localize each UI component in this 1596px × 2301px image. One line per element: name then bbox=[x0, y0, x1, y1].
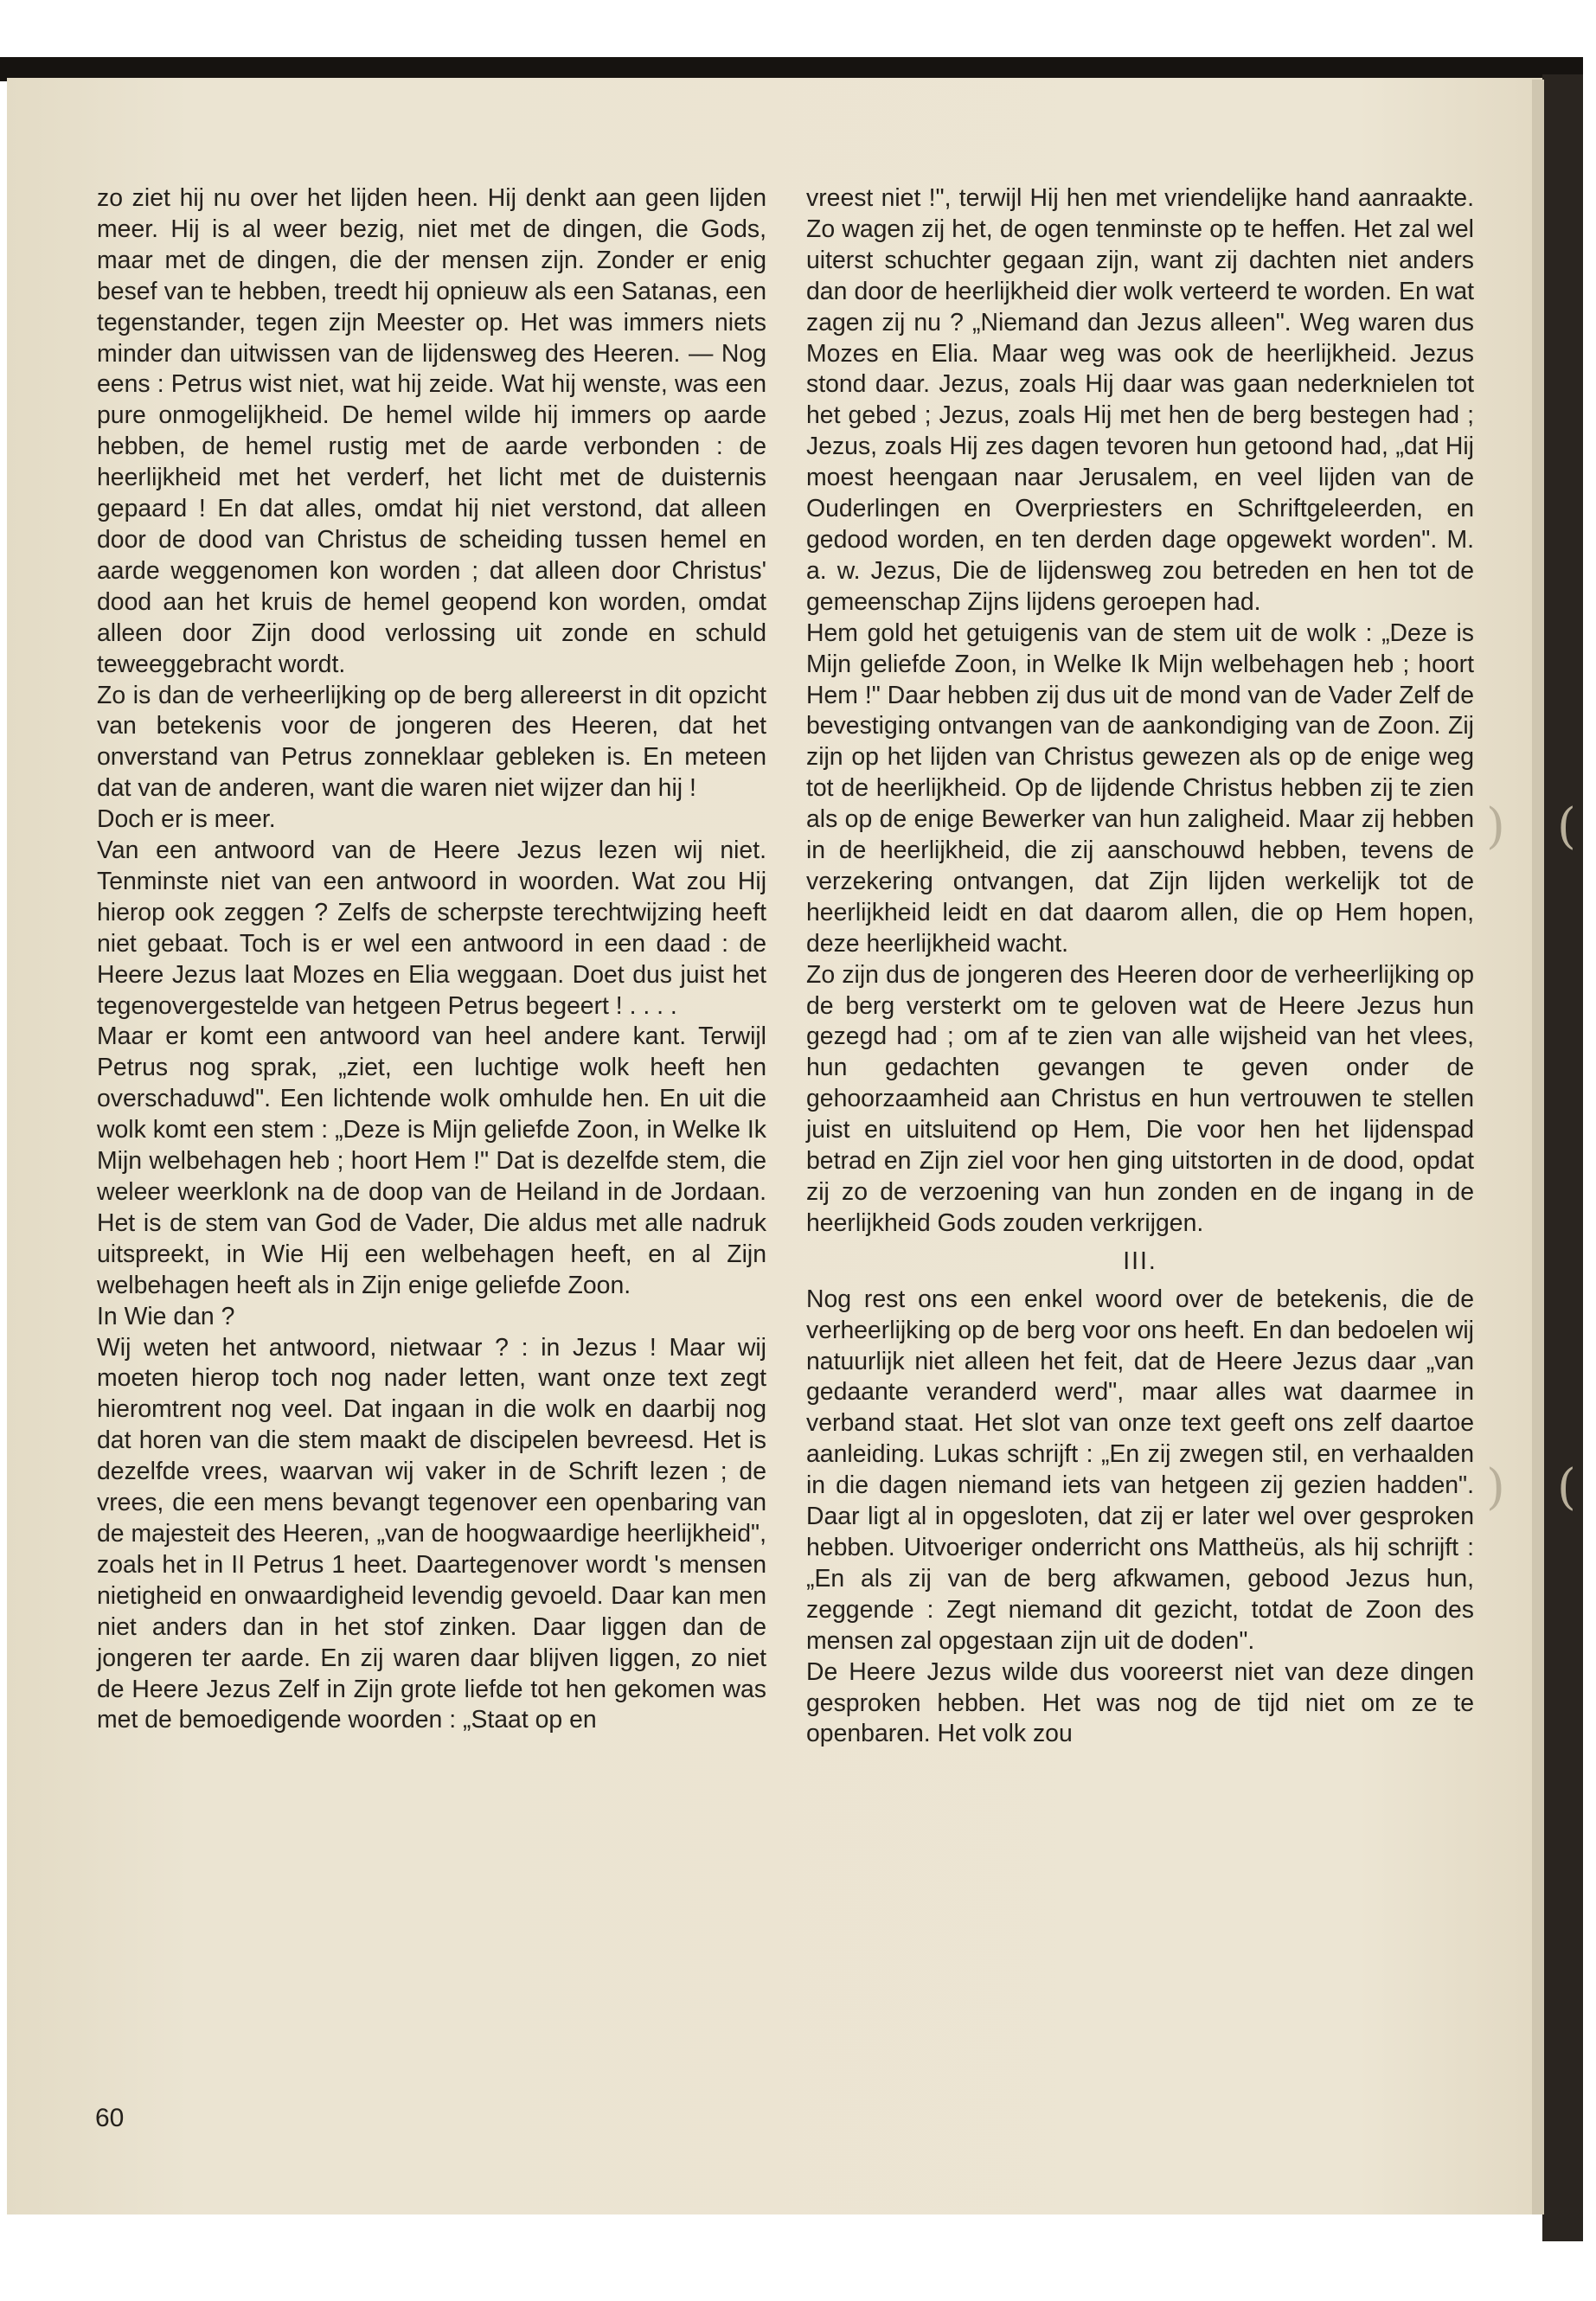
binding-hole-mark: ( bbox=[1557, 798, 1576, 855]
page-edge bbox=[1532, 80, 1544, 2214]
paragraph: Maar er komt een antwoord van heel andere kant. Terwijl Petrus nog sprak, „ziet, een luchtige wolk heeft hen overschaduwd". Een lichtende wolk omhulde hen. En uit die wolk komt een stem : „Deze is Mijn geliefde Zoon, in Welke Ik Mijn welbehagen heb ; hoort Hem !" Dat is dezelfde stem, die weleer weerklonk na de doop van de Heiland in de Jordaan. Het is de stem van God de Vader, Die aldus met alle nadruk uitspreekt, in Wie Hij een welbehagen heeft, en al Zijn welbehagen heeft als in Zijn enige geliefde Zoon. bbox=[97, 1022, 766, 1299]
left-text-column bbox=[97, 183, 766, 1736]
paragraph: Nog rest ons een enkel woord over de betekenis, die de verheerlijking op de berg voor ons heeft. En dan bedoelen wij natuurlijk niet alleen het feit, dat de Heere Jezus daar „van gedaante veranderd werd", maar alles wat daarmee in verband staat. Het slot van onze text geeft ons zelf daartoe aanleiding. Lukas schrijft : „En zij zwegen stil, en verhaalden in die dagen niemand iets van hetgeen zij gezien hadden". Daar ligt al in opgesloten, dat zij er later wel over gesproken hebben. Uitvoeriger onderricht ons Mattheüs, als hij schrijft : „En als zij van de berg afkwamen, gebood Jezus hun, zeggende : Zegt niemand dit gezicht, totdat de Zoon des mensen zal opgestaan zijn uit de doden". bbox=[806, 1285, 1474, 1655]
binding-hole-mark: ) bbox=[1486, 1459, 1505, 1516]
binding-hole-mark: ( bbox=[1557, 1459, 1576, 1516]
paragraph: In Wie dan ? bbox=[97, 1302, 235, 1330]
book-spine bbox=[1542, 74, 1583, 2241]
paragraph: De Heere Jezus wilde dus vooreerst niet van deze dingen gesproken hebben. Het was nog de tijd niet om ze te openbaren. Het volk zou bbox=[806, 1657, 1474, 1748]
section-heading: III. bbox=[1123, 1247, 1157, 1275]
paragraph: Zo is dan de verheerlijking op de berg allereerst in dit opzicht van betekenis voor de jongeren des Heeren, dat het onverstand van Petrus zonneklaar gebleken is. En meteen dat van de anderen, want die waren niet wijzer dan hij ! bbox=[97, 681, 766, 803]
paragraph: zo ziet hij nu over het lijden heen. Hij denkt aan geen lijden meer. Hij is al weer bezig, niet met de dingen, die Gods, maar met de dingen, die der mensen zijn. Zonder er enig besef van te hebben, treedt hij opnieuw als een Satanas, een tegenstander, tegen zijn Meester op. Het was immers niets minder dan uitwissen van de lijdensweg des Heeren. — Nog eens : Petrus wist niet, wat hij zeide. Wat hij wenste, was een pure onmogelijkheid. De hemel wilde hij immers op aarde hebben, de hemel rustig met de aarde verbonden : de heerlijkheid met het verderf, het licht met de duisternis gepaard ! En dat alles, omdat hij niet verstond, dat alleen door de dood van Christus de scheiding tussen hemel en aarde weggenomen kon worden ; dat alleen door Christus' dood aan het kruis de hemel geopend kon worden, omdat alleen door Zijn dood verlossing uit zonde en schuld teweeggebracht wordt. bbox=[97, 184, 766, 678]
page-number: 60 bbox=[95, 2104, 125, 2132]
paragraph: vreest niet !", terwijl Hij hen met vriendelijke hand aanraakte. Zo wagen zij het, de ogen tenminste op te heffen. Het zal wel uiterst schuchter gegaan zijn, want zij dachten niet anders dan door de heerlijkheid dier wolk verteerd te worden. En wat zagen zij nu ? „Niemand dan Jezus alleen". Weg waren dus Mozes en Elia. Maar weg was ook de heerlijkheid. Jezus stond daar. Jezus, zoals Hij daar was gaan nederknielen tot het gebed ; Jezus, zoals Hij met hen de berg bestegen had ; Jezus, zoals Hij zes dagen tevoren hun getoond had, „dat Hij moest heengaan naar Jerusalem, en veel lijden van de Ouderlingen en Overpriesters en Schriftgeleerden, en gedood worden, en ten derden dage opgewekt worden". M. a. w. Jezus, Die de lijdensweg zou betreden en hen tot de gemeenschap Zijns lijdens geroepen had. bbox=[806, 184, 1474, 616]
right-text-column bbox=[806, 183, 1474, 1750]
paragraph: Hem gold het getuigenis van de stem uit de wolk : „Deze is Mijn geliefde Zoon, in Welke Ik Mijn welbehagen heb ; hoort Hem !" Daar hebben zij dus uit de mond van de Vader Zelf de bevestiging ontvangen van de aankondiging van de Zoon. Zij zijn op het lijden van Christus gewezen als op de enige weg tot de heerlijkheid. Op de lijdende Christus hebben zij te zien als op de enige Bewerker van hun zaligheid. Maar zij hebben in de heerlijkheid, die zij aanschouwd hebben, tevens de verzekering ontvangen, dat Zijn lijden werkelijk tot de heerlijkheid leidt en dat daarom allen, die op Hem hopen, deze heerlijkheid wacht. bbox=[806, 619, 1474, 958]
paragraph: Wij weten het antwoord, nietwaar ? : in Jezus ! Maar wij moeten hierop toch nog nader letten, want onze text zegt hieromtrent nog veel. Dat ingaan in die wolk en daarbij nog dat horen van die stem maakt de discipelen bevreesd. Het is dezelfde vrees, waarvan wij vaker in de Schrift lezen ; de vrees, die een mens bevangt tegenover een openbaring van de majesteit des Heeren, „van de hoogwaardige heerlijkheid", zoals het in II Petrus 1 heet. Daartegenover wordt 's mensen nietigheid en onwaardigheid levendig gevoeld. Daar kan men niet anders dan in het stof zinken. Daar liggen dan de jongeren ter aarde. En zij waren daar blijven liggen, zo niet de Heere Jezus Zelf in Zijn grote liefde tot hen gekomen was met de bemoedigende woorden : „Staat op en bbox=[97, 1333, 766, 1734]
paragraph: Zo zijn dus de jongeren des Heeren door de verheerlijking op de berg versterkt om te geloven wat de Heere Jezus hun gezegd had ; om af te zien van alle wijsheid van het vlees, hun gedachten gevangen te geven onder de gehoorzaamheid aan Christus en hun vertrouwen te stellen juist en uitsluitend op Hem, Die voor hen het lijdenspad betrad en Zijn ziel voor hen ging uitstorten in de dood, opdat zij zo de verzoening van hun zonden en de ingang in de heerlijkheid Gods zouden verkrijgen. bbox=[806, 960, 1474, 1237]
binding-hole-mark: ) bbox=[1486, 798, 1505, 855]
paragraph: Van een antwoord van de Heere Jezus lezen wij niet. Tenminste niet van een antwoord in woorden. Wat zou Hij hierop ook zeggen ? Zelfs de scherpste terechtwijzing heeft niet gebaat. Toch is er wel een antwoord in een daad : de Heere Jezus laat Mozes en Elia weggaan. Doet dus juist het tegenovergestelde van hetgeen Petrus begeert ! . . . . bbox=[97, 836, 766, 1020]
paragraph: Doch er is meer. bbox=[97, 805, 276, 834]
